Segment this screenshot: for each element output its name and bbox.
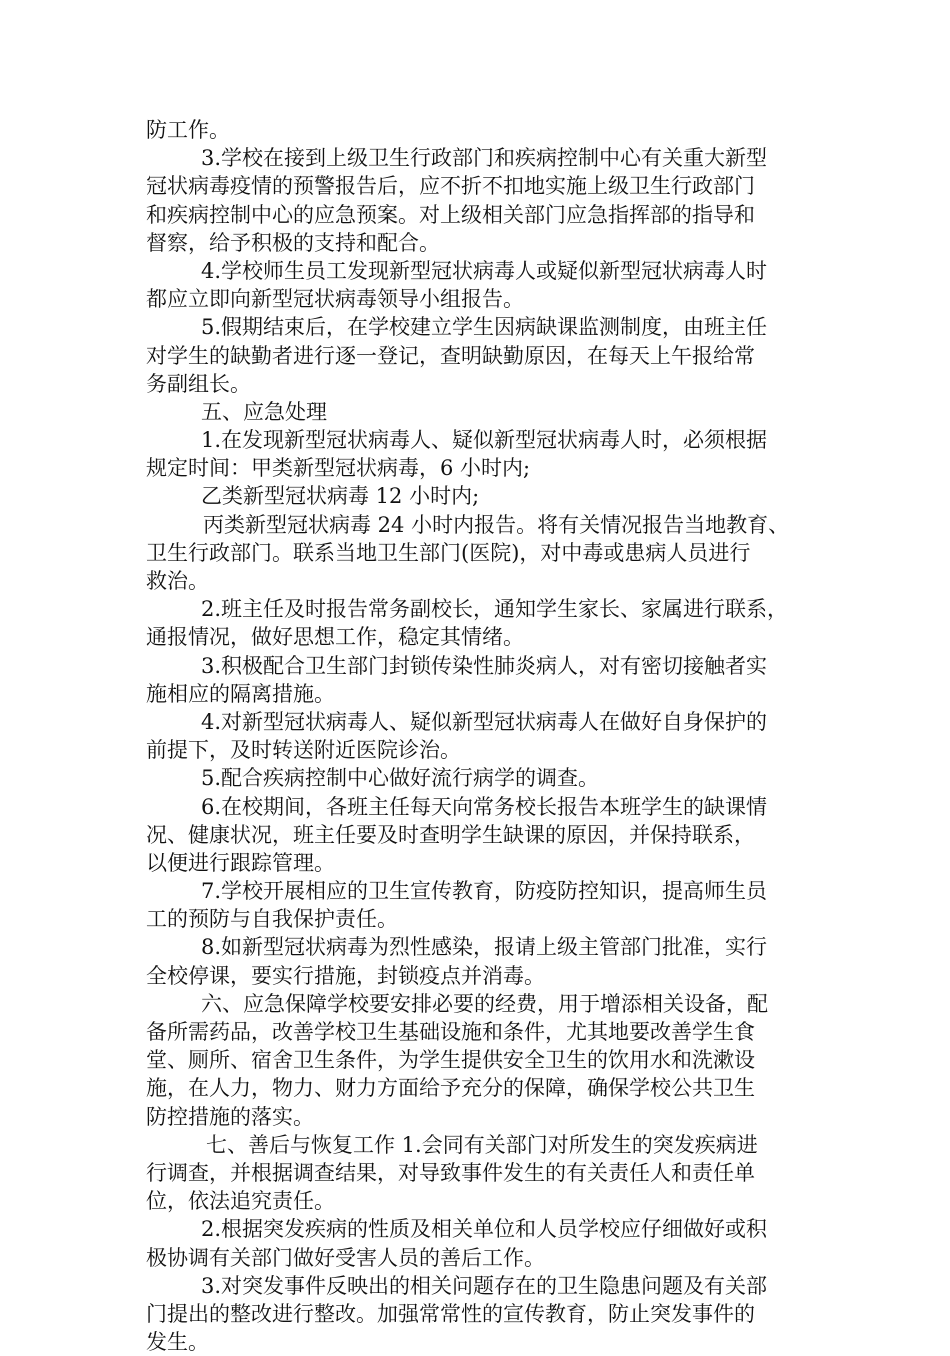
paragraph-first-line: 3.积极配合卫生部门封锁传染性肺炎病人，对有密切接触者实 bbox=[201, 653, 768, 678]
document-body bbox=[146, 116, 812, 1356]
text-line: 和疾病控制中心的应急预案。对上级相关部门应急指挥部的指导和 bbox=[146, 202, 755, 227]
paragraph-first-line: 2.班主任及时报告常务副校长，通知学生家长、家属进行联系， bbox=[201, 597, 789, 622]
paragraph-first-line: 丙类新型冠状病毒 24 小时内报告。将有关情况报告当地教育、 bbox=[203, 512, 790, 537]
text-line: 位，依法追究责任。 bbox=[146, 1189, 335, 1214]
paragraph-first-line: 8.如新型冠状病毒为烈性感染，报请上级主管部门批准，实行 bbox=[201, 935, 768, 960]
text-line: 务副组长。 bbox=[146, 371, 251, 396]
paragraph-first-line: 3.对突发事件反映出的相关问题存在的卫生隐患问题及有关部 bbox=[201, 1273, 768, 1298]
paragraph-first-line: 3.学校在接到上级卫生行政部门和疾病控制中心有关重大新型 bbox=[201, 146, 768, 171]
paragraph-first-line: 5.假期结束后，在学校建立学生因病缺课监测制度，由班主任 bbox=[201, 315, 768, 340]
text-line: 工的预防与自我保护责任。 bbox=[146, 907, 398, 932]
text-line: 施相应的隔离措施。 bbox=[146, 681, 335, 706]
paragraph-first-line: 5.配合疾病控制中心做好流行病学的调查。 bbox=[201, 766, 600, 791]
text-line: 全校停课，要实行措施，封锁疫点并消毒。 bbox=[146, 963, 545, 988]
text-line: 通报情况，做好思想工作，稳定其情绪。 bbox=[146, 625, 524, 650]
text-line: 冠状病毒疫情的预警报告后，应不折不扣地实施上级卫生行政部门 bbox=[146, 174, 755, 199]
text-line: 行调查，并根据调查结果，对导致事件发生的有关责任人和责任单 bbox=[146, 1160, 755, 1185]
paragraph-first-line: 4.对新型冠状病毒人、疑似新型冠状病毒人在做好自身保护的 bbox=[201, 709, 768, 734]
text-line: 防控措施的落实。 bbox=[146, 1104, 314, 1129]
text-line: 门提出的整改进行整改。加强常常性的宣传教育，防止突发事件的 bbox=[146, 1301, 755, 1326]
paragraph-first-line: 7.学校开展相应的卫生宣传教育，防疫防控知识，提高师生员 bbox=[201, 879, 768, 904]
paragraph-first-line: 4.学校师生员工发现新型冠状病毒人或疑似新型冠状病毒人时 bbox=[201, 258, 768, 283]
text-line: 都应立即向新型冠状病毒领导小组报告。 bbox=[146, 287, 524, 312]
section-heading: 五、应急处理 bbox=[201, 399, 327, 424]
text-line: 对学生的缺勤者进行逐一登记，查明缺勤原因，在每天上午报给常 bbox=[146, 343, 755, 368]
paragraph-first-line: 1.在发现新型冠状病毒人、疑似新型冠状病毒人时，必须根据 bbox=[201, 428, 768, 453]
text-line: 规定时间：甲类新型冠状病毒，6 小时内; bbox=[146, 456, 531, 481]
text-line: 极协调有关部门做好受害人员的善后工作。 bbox=[146, 1245, 545, 1270]
text-line: 发生。 bbox=[146, 1330, 209, 1355]
text-line: 防工作。 bbox=[146, 118, 230, 142]
paragraph-first-line: 6.在校期间，各班主任每天向常务校长报告本班学生的缺课情 bbox=[201, 794, 768, 819]
text-line: 堂、厕所、宿舍卫生条件，为学生提供安全卫生的饮用水和洗漱设 bbox=[146, 1048, 755, 1073]
paragraph-first-line: 乙类新型冠状病毒 12 小时内; bbox=[201, 484, 480, 509]
text-line: 况、健康状况，班主任要及时查明学生缺课的原因，并保持联系， bbox=[146, 822, 755, 847]
text-line: 前提下，及时转送附近医院诊治。 bbox=[146, 738, 461, 763]
text-line: 以便进行跟踪管理。 bbox=[146, 850, 335, 875]
paragraph-first-line: 2.根据突发疾病的性质及相关单位和人员学校应仔细做好或积 bbox=[201, 1217, 768, 1242]
text-line: 备所需药品，改善学校卫生基础设施和条件，尤其地要改善学生食 bbox=[146, 1020, 755, 1044]
section-heading: 七、善后与恢复工作 1.会同有关部门对所发生的突发疾病进 bbox=[206, 1132, 758, 1157]
text-line: 施，在人力，物力、财力方面给予充分的保障，确保学校公共卫生 bbox=[146, 1076, 755, 1101]
text-line: 督察，给予积极的支持和配合。 bbox=[146, 230, 440, 255]
text-line: 卫生行政部门。联系当地卫生部门(医院)，对中毒或患病人员进行 bbox=[146, 540, 751, 565]
text-line: 救治。 bbox=[146, 569, 209, 593]
section-heading: 六、应急保障学校要安排必要的经费，用于增添相关设备，配 bbox=[201, 991, 768, 1016]
